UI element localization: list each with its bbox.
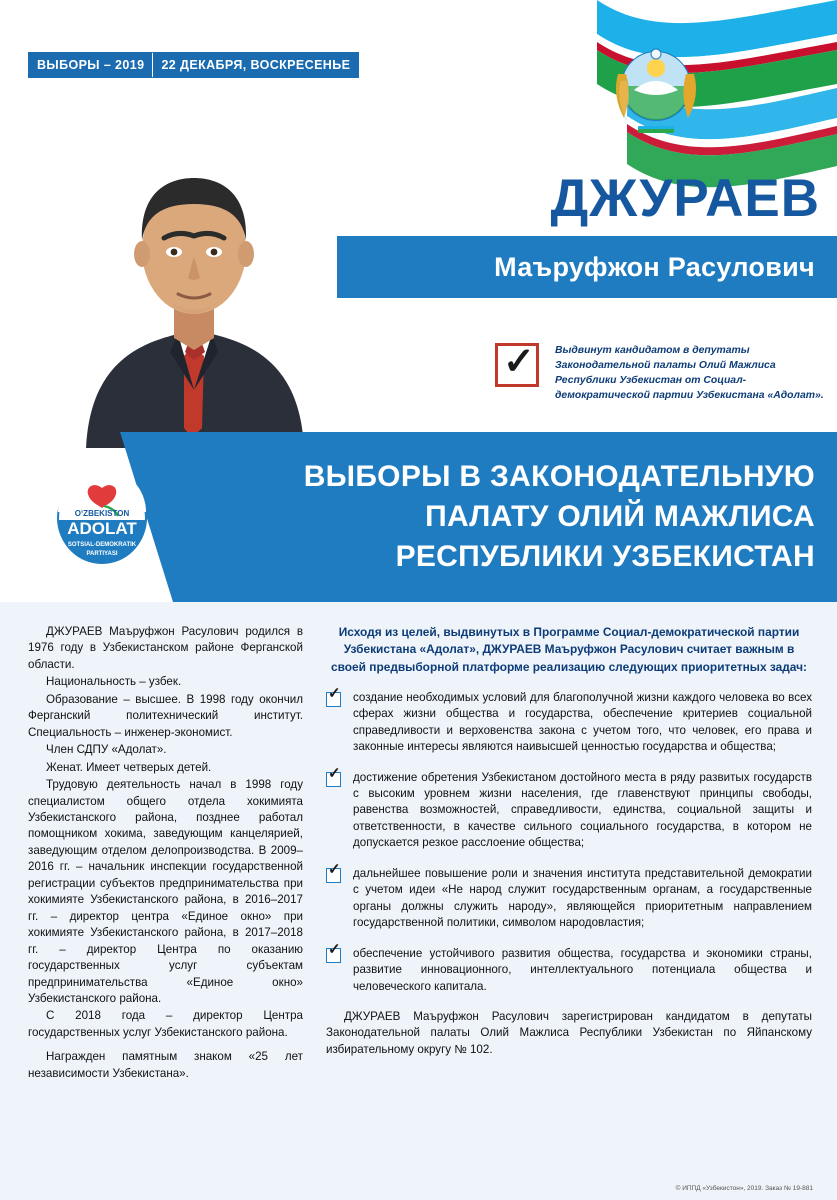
program-task-item xyxy=(326,764,812,852)
candidate-given-name: Маъруфжон Расулович xyxy=(494,251,815,282)
task-checkbox-icon xyxy=(326,860,341,883)
bio-paragraph: Член СДПУ «Адолат». xyxy=(46,743,167,757)
candidate-name-band xyxy=(337,236,837,298)
bio-paragraph: С 2018 года – директор Центра государственных услуг Узбекистанского района. xyxy=(28,1009,303,1039)
bio-paragraph: Женат. Имеет четверых детей. xyxy=(46,760,212,774)
program-column xyxy=(326,624,812,1058)
task-text: создание необходимых условий для благополучной жизни каждого человека во всех сферах жизни общества и государства, обеспечение критериев социальной справедливости и верховенства закона с учетом того, что человек, его права и законные интересы являются наивысшей ценностью государства и общества; xyxy=(353,690,812,754)
party-logo-top-text: O‘ZBEKISTON xyxy=(74,509,130,518)
state-emblem-icon xyxy=(608,34,704,144)
program-closing: ДЖУРАЕВ Маъруфжон Расулович зарегистрирован кандидатом в депутаты Законодательной палаты Олий Мажлиса Республики Узбекистан по Яйпанскому избирательному округу № 102. xyxy=(326,1010,812,1056)
election-date: 22 ДЕКАБРЯ, ВОСКРЕСЕНЬЕ xyxy=(153,53,358,77)
party-logo-adolat xyxy=(42,468,162,568)
party-logo-sub-1: SOTSIAL-DEMOKRATIK xyxy=(67,542,137,548)
checkmark-icon: ✓ xyxy=(328,684,341,702)
checkmark-icon: ✓ xyxy=(328,860,341,878)
headline-line-1: ВЫБОРЫ В ЗАКОНОДАТЕЛЬНУЮ xyxy=(303,459,815,493)
checkmark-icon: ✓ xyxy=(328,940,341,958)
nomination-text: Выдвинут кандидатом в депутаты Законодательной палаты Олий Мажлиса Республики Узбекистан от Социал-демократической партии Узбекистана «Адолат». xyxy=(555,345,824,402)
party-logo-sub-2: PARTIYASI xyxy=(86,551,118,557)
task-checkbox-icon xyxy=(326,764,341,787)
bio-paragraph: Награжден памятным знаком «25 лет независимости Узбекистана». xyxy=(28,1050,303,1080)
headline-banner xyxy=(173,432,837,602)
candidate-photo xyxy=(66,98,321,448)
task-text: дальнейшее повышение роли и значения института представительной демократии с учетом идеи «Не народ служит государственным органам, а государственные органы должны служить народу», являющейся приоритетным направлением государственной политики, символом народовластия; xyxy=(353,866,812,930)
task-checkbox-icon xyxy=(326,940,341,963)
imprint-text: © ИППД «Узбекистон», 2019. Заказ № 19-881 xyxy=(675,1185,813,1192)
bio-paragraph: Трудовую деятельность начал в 1998 году специалистом общего отдела хокимията Узбекистанского района, позднее работал помощником хокима, заведующим канцелярией, заведующим отделом делопроизводства. В 2009–2016 гг. – начальник инспекции государственной регистрации субъектов предпринимательства при хокимияте Узбекистанского района, в 2016–2017 гг. – директор центра «Единое окно» при хокимияте Узбекистанского района, в 2017–2018 гг. – директор Центра по оказанию государственных услуг субъектам предпринимательства «Единое окно» Узбекистанского района. xyxy=(28,778,303,1005)
headline-line-3: РЕСПУБЛИКИ УЗБЕКИСТАН xyxy=(395,540,815,574)
nomination-block xyxy=(495,343,825,403)
task-text: обеспечение устойчивого развития общества, государства и экономики страны, развитие инновационного, интеллектуального потенциала общества и человеческого капитала. xyxy=(353,946,812,993)
election-date-bar xyxy=(28,52,359,78)
checkmark-icon: ✓ xyxy=(503,341,535,383)
bio-paragraph: Национальность – узбек. xyxy=(46,675,182,689)
task-checkbox-icon xyxy=(326,684,341,707)
program-intro: Исходя из целей, выдвинутых в Программе Социал-демократической партии Узбекистана «Адолат», ДЖУРАЕВ Маъруфжон Расулович считает важным в своей предвыборной платформе реализацию следующих приоритетных задач: xyxy=(331,625,807,674)
bio-paragraph: ДЖУРАЕВ Маъруфжон Расулович родился в 1976 году в Узбекистанском районе Ферганской области. xyxy=(28,625,303,671)
nomination-checkbox-icon xyxy=(495,343,539,387)
candidate-surname: ДЖУРАЕВ xyxy=(550,169,820,228)
checkmark-icon: ✓ xyxy=(328,764,341,782)
bio-paragraph: Образование – высшее. В 1998 году окончил Ферганский политехнический институт. Специальность – инженер-экономист. xyxy=(28,692,303,739)
poster-bottom-section xyxy=(0,602,837,1200)
party-logo-name: ADOLAT xyxy=(67,519,137,538)
program-task-item xyxy=(326,940,812,995)
election-label: ВЫБОРЫ – 2019 xyxy=(29,53,152,77)
program-task-item xyxy=(326,860,812,932)
task-text: достижение обретения Узбекистаном достойного места в ряду развитых государств с высоким уровнем жизни населения, где главенствуют принципы свободы, равенства возможностей, справедливости, единства, социальной защиты и ответственности, в качестве сильного социального государства, в котором не допускается резкое расслоение общества; xyxy=(353,770,812,850)
program-task-item xyxy=(326,684,812,756)
headline-line-2: ПАЛАТУ ОЛИЙ МАЖЛИСА xyxy=(425,499,815,533)
biography-column xyxy=(28,624,303,1083)
